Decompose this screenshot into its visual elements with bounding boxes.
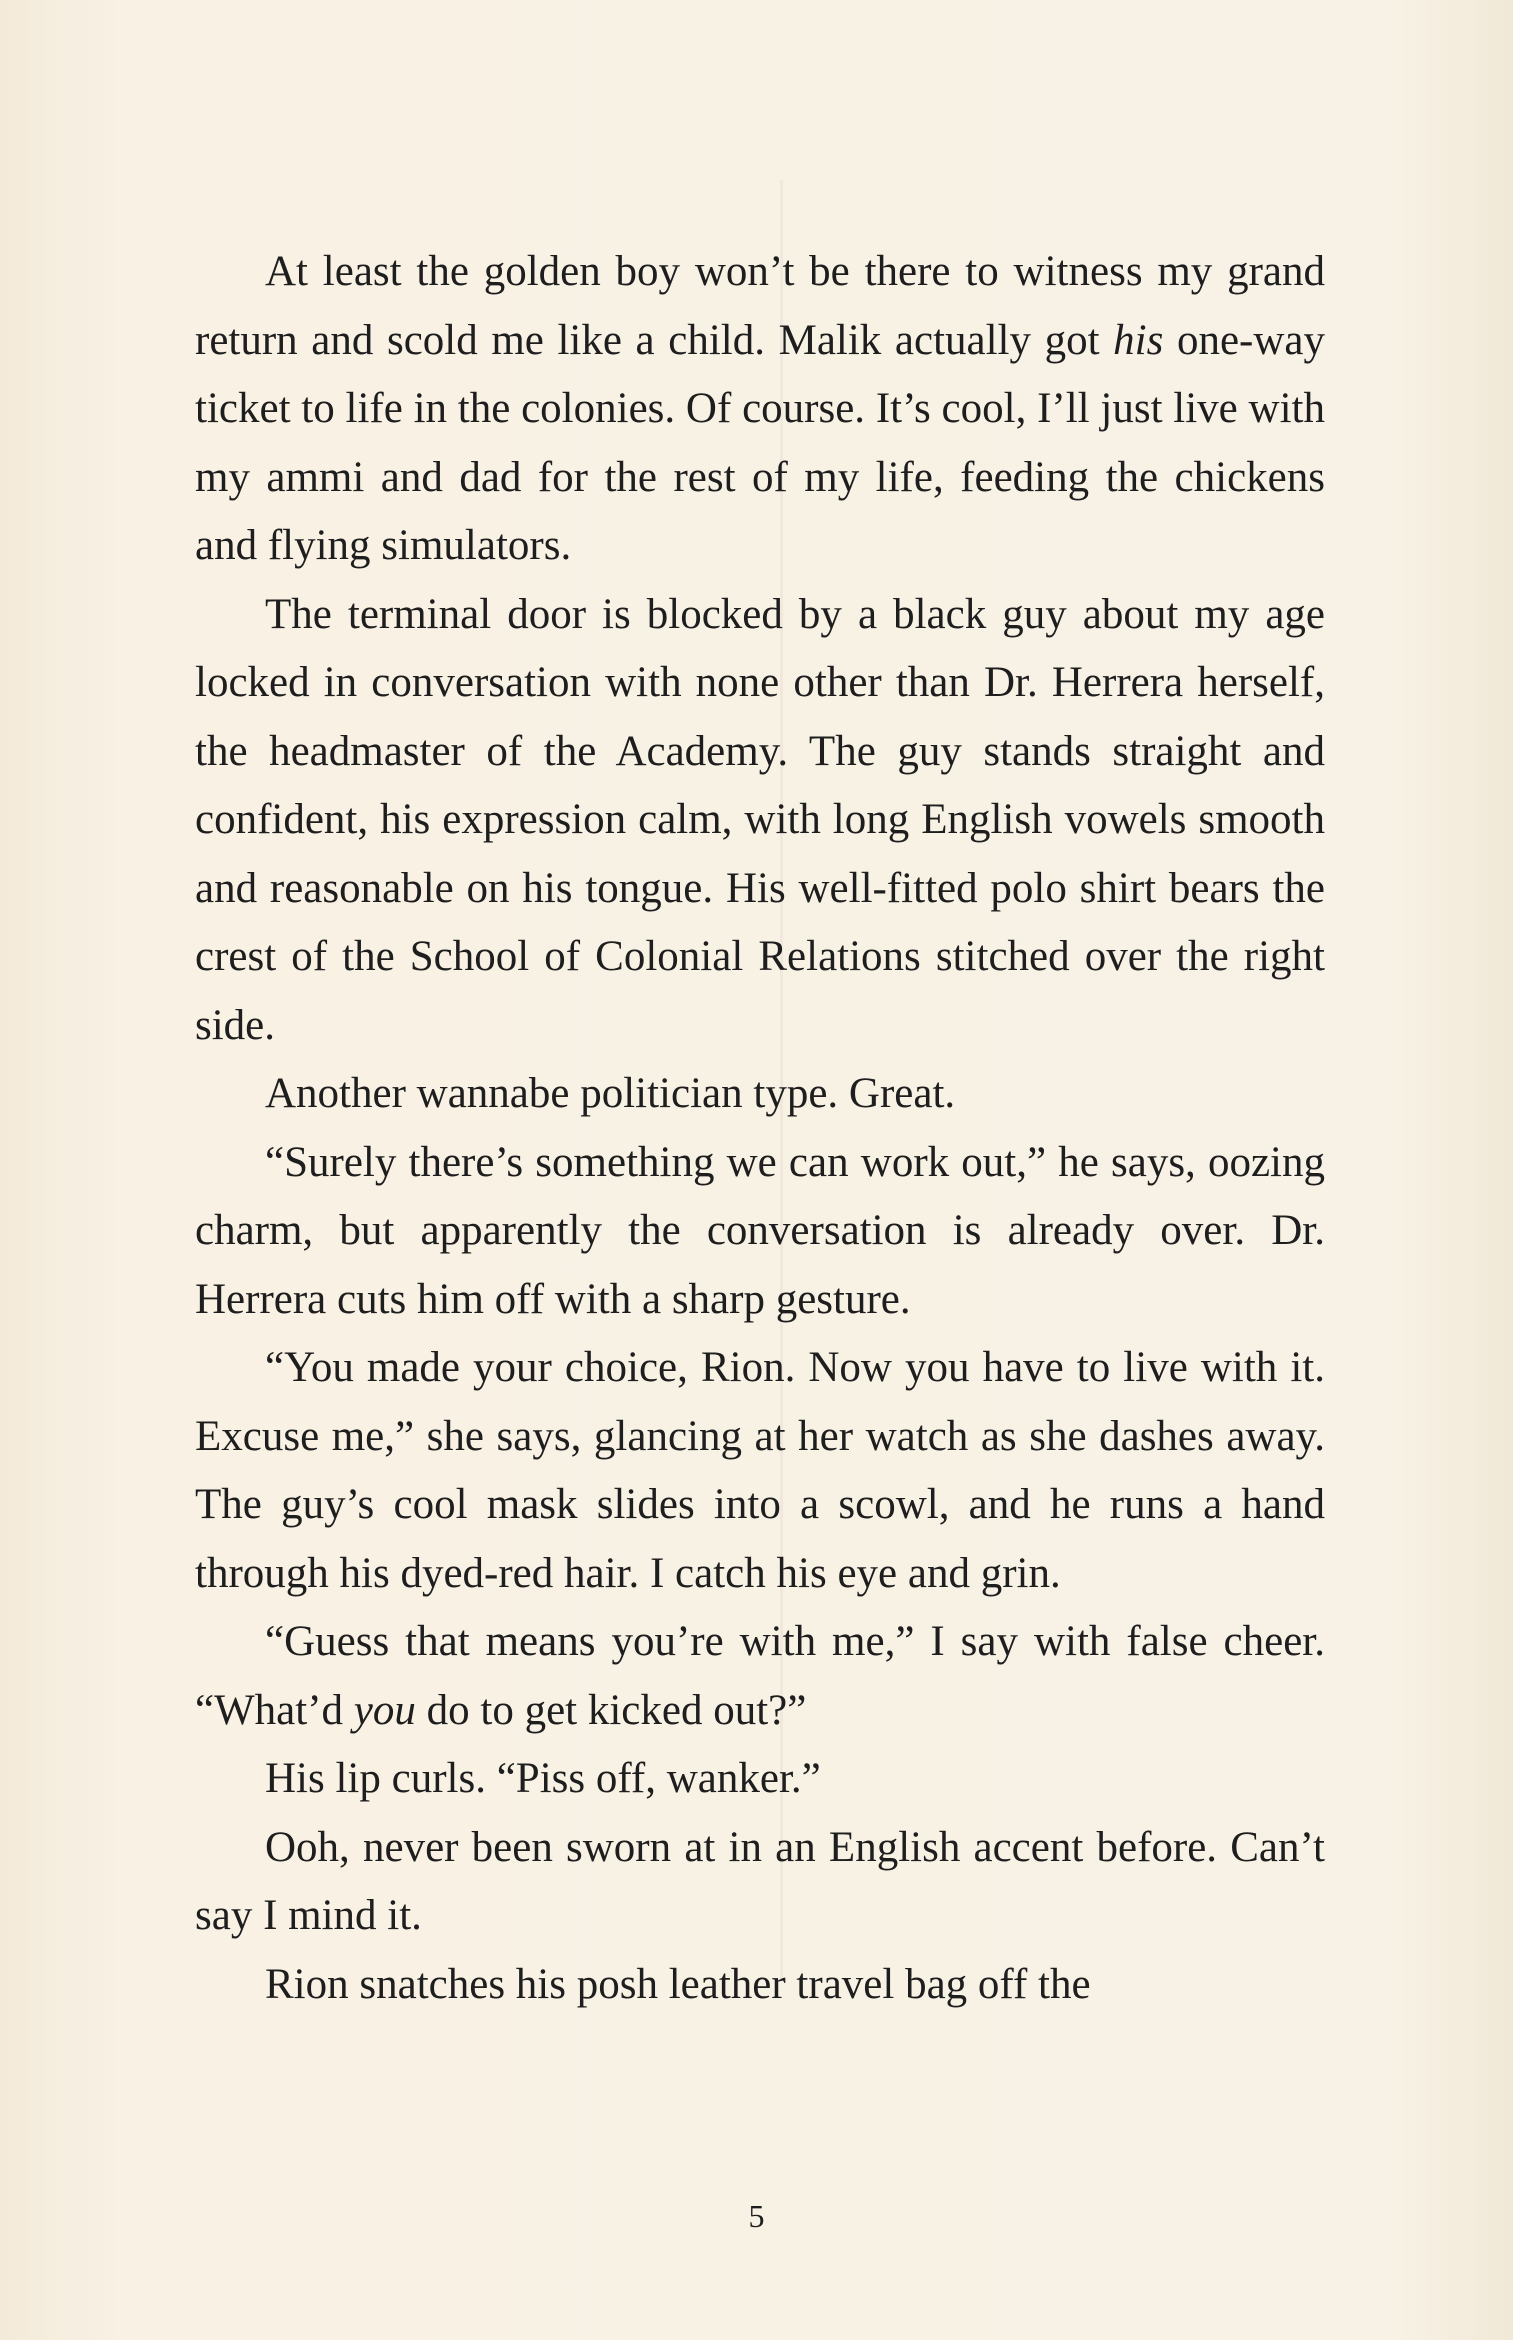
paragraph: “Guess that means you’re with me,” I say with false cheer. “What’d you do to get kicked out?”: [195, 1618, 1325, 1734]
paragraph: Rion snatches his posh leather travel bag off the: [265, 1960, 1091, 2008]
paragraph: “Surely there’s something we can work out,” he says, oozing charm, but apparently the conversation is already over. Dr. Herrera cuts him off with a sharp gesture.: [195, 1138, 1325, 1323]
page-number: 5: [748, 2198, 765, 2234]
paragraph: Another wannabe politician type. Great.: [265, 1070, 956, 1117]
paragraph: Ooh, never been sworn at in an English accent before. Can’t say I mind it.: [195, 1823, 1325, 1939]
paragraph: At least the golden boy won’t be there to witness my grand return and scold me like a child. Malik actually got his one-way ticket to life in the colonies. Of course. It’s cool, I’ll just live with my ammi and dad for the rest of my life, feeding the chickens and flying simulators.: [195, 248, 1325, 569]
paragraph: The terminal door is blocked by a black guy about my age locked in conversation with none other than Dr. Herrera herself, the headmaster of the Academy. The guy stands straight and confident, his expression calm, with long English vowels smooth and reasonable on his tongue. His well-fitted polo shirt bears the crest of the School of Colonial Relations stitched over the right side.: [195, 590, 1325, 1049]
paragraph: “You made your choice, Rion. Now you have to live with it. Excuse me,” she says, glancing at her watch as she dashes away. The guy’s cool mask slides into a scowl, and he runs a hand through his dyed-red hair. I catch his eye and grin.: [195, 1344, 1325, 1597]
paragraph: His lip curls. “Piss off, wanker.”: [265, 1755, 821, 1802]
body-text: [195, 238, 1325, 2019]
